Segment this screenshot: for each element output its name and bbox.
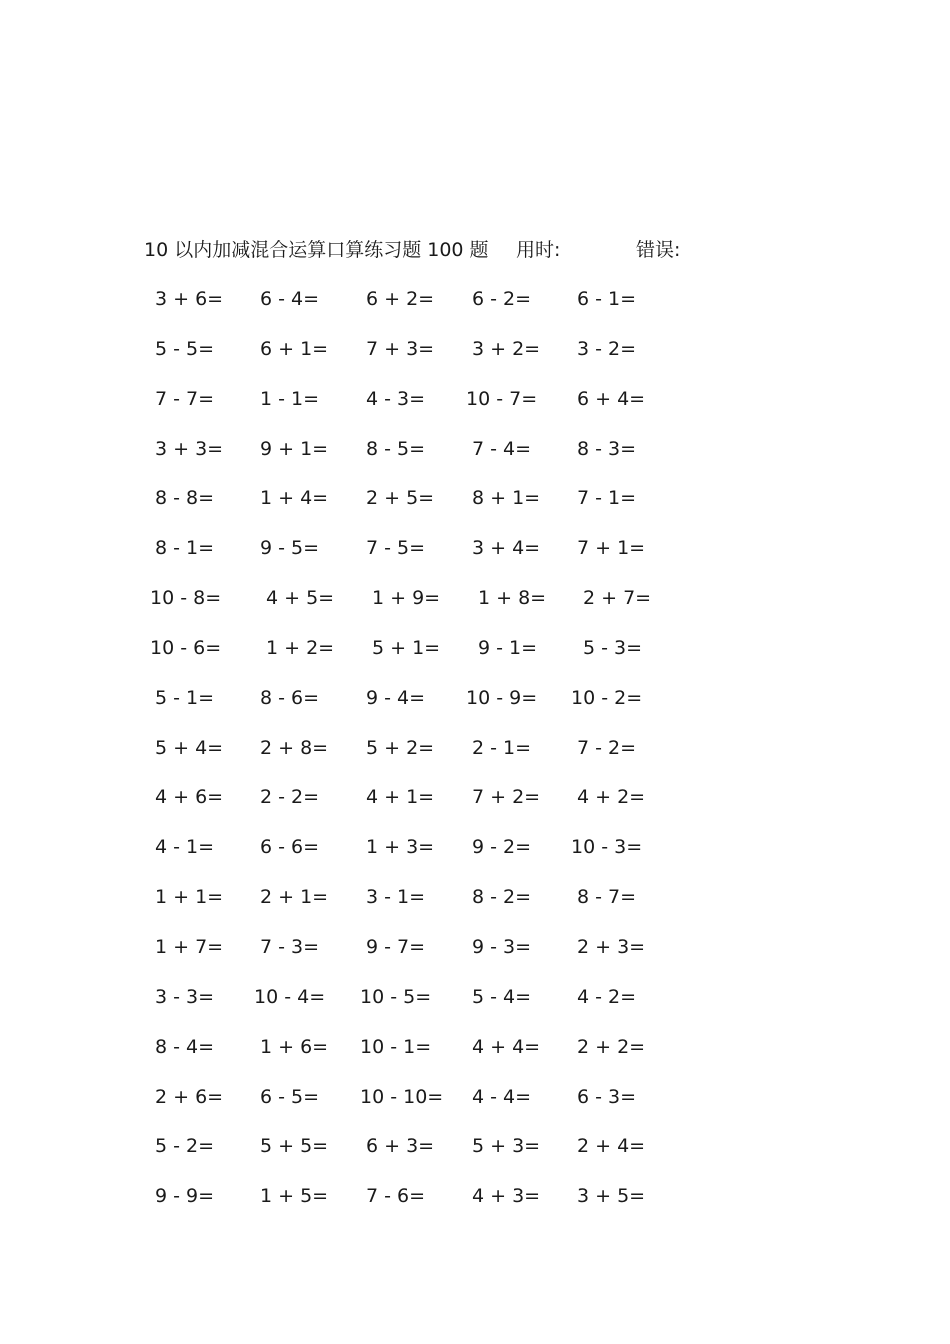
problem-cell: 1 + 3=	[366, 836, 435, 859]
problem-cell: 7 - 2=	[577, 736, 637, 759]
problem-cell: 8 - 2=	[472, 886, 532, 909]
problem-row	[0, 782, 950, 832]
problem-cell: 9 - 7=	[366, 935, 426, 958]
problem-cell: 5 - 3=	[583, 636, 643, 659]
problem-cell: 4 - 2=	[577, 985, 637, 1008]
problem-row	[0, 533, 950, 583]
problem-cell: 8 - 7=	[577, 886, 637, 909]
problem-cell: 1 + 5=	[260, 1185, 329, 1208]
problem-cell: 2 + 4=	[577, 1135, 646, 1158]
problem-cell: 3 - 2=	[577, 337, 637, 360]
problem-cell: 7 + 2=	[472, 786, 541, 809]
problem-cell: 6 - 1=	[577, 288, 637, 310]
problem-row	[0, 483, 950, 533]
problem-cell: 10 - 10=	[360, 1085, 444, 1108]
problem-row	[0, 683, 950, 733]
problem-cell: 1 + 6=	[260, 1035, 329, 1058]
problem-row	[0, 832, 950, 882]
problem-cell: 10 - 4=	[254, 985, 326, 1008]
problem-cell: 5 + 1=	[372, 636, 441, 659]
problem-row	[0, 1082, 950, 1132]
problem-cell: 1 - 1=	[260, 387, 320, 410]
problem-cell: 8 + 1=	[472, 487, 541, 510]
problem-cell: 7 + 1=	[577, 537, 646, 560]
problem-cell: 10 - 2=	[571, 686, 643, 709]
time-used-label: 用时:	[516, 239, 561, 261]
problem-row	[0, 434, 950, 484]
problem-cell: 9 - 1=	[478, 636, 538, 659]
problem-cell: 9 - 3=	[472, 935, 532, 958]
problem-cell: 5 + 2=	[366, 736, 435, 759]
problem-cell: 1 + 8=	[478, 587, 547, 610]
worksheet-title: 10 以内加减混合运算口算练习题 100 题	[144, 239, 489, 261]
problem-cell: 10 - 3=	[571, 836, 643, 859]
problem-cell: 5 + 3=	[472, 1135, 541, 1158]
problem-cell: 6 + 3=	[366, 1135, 435, 1158]
problem-cell: 2 + 3=	[577, 935, 646, 958]
problem-cell: 8 - 5=	[366, 437, 426, 460]
problem-cell: 3 + 5=	[577, 1185, 646, 1208]
problem-cell: 6 + 4=	[577, 387, 646, 410]
problem-cell: 10 - 1=	[360, 1035, 432, 1058]
problem-row	[0, 882, 950, 932]
problem-cell: 8 - 4=	[155, 1035, 215, 1058]
problem-row	[0, 932, 950, 982]
problem-cell: 3 + 4=	[472, 537, 541, 560]
problem-cell: 5 - 1=	[155, 686, 215, 709]
problem-cell: 6 - 2=	[472, 288, 532, 310]
problem-cell: 2 + 2=	[577, 1035, 646, 1058]
problem-cell: 7 - 7=	[155, 387, 215, 410]
problem-row	[0, 1131, 950, 1181]
problem-cell: 7 - 6=	[366, 1185, 426, 1208]
problem-row	[0, 583, 950, 633]
problem-cell: 5 - 4=	[472, 985, 532, 1008]
problem-cell: 9 - 5=	[260, 537, 320, 560]
problem-cell: 4 + 3=	[472, 1185, 541, 1208]
problem-cell: 6 + 2=	[366, 288, 435, 310]
problem-cell: 2 + 5=	[366, 487, 435, 510]
problem-cell: 4 + 4=	[472, 1035, 541, 1058]
problem-cell: 1 + 2=	[266, 636, 335, 659]
problem-cell: 1 + 9=	[372, 587, 441, 610]
problem-cell: 1 + 7=	[155, 935, 224, 958]
problem-row	[0, 982, 950, 1032]
problem-cell: 6 - 4=	[260, 288, 320, 310]
problem-cell: 9 - 4=	[366, 686, 426, 709]
problem-cell: 3 + 3=	[155, 437, 224, 460]
problem-cell: 10 - 7=	[466, 387, 538, 410]
problem-cell: 3 + 6=	[155, 288, 224, 310]
problem-cell: 9 - 9=	[155, 1185, 215, 1208]
problem-cell: 4 + 1=	[366, 786, 435, 809]
problem-cell: 6 + 1=	[260, 337, 329, 360]
problem-cell: 2 + 6=	[155, 1085, 224, 1108]
problem-cell: 4 - 4=	[472, 1085, 532, 1108]
problem-cell: 4 - 1=	[155, 836, 215, 859]
problem-cell: 7 + 3=	[366, 337, 435, 360]
problem-cell: 4 + 6=	[155, 786, 224, 809]
problem-cell: 5 - 2=	[155, 1135, 215, 1158]
problem-cell: 4 - 3=	[366, 387, 426, 410]
problem-cell: 7 - 3=	[260, 935, 320, 958]
problem-cell: 6 - 5=	[260, 1085, 320, 1108]
problem-cell: 8 - 8=	[155, 487, 215, 510]
problem-row	[0, 733, 950, 783]
problem-cell: 10 - 9=	[466, 686, 538, 709]
problem-cell: 5 + 4=	[155, 736, 224, 759]
problem-cell: 1 + 4=	[260, 487, 329, 510]
problem-cell: 8 - 1=	[155, 537, 215, 560]
problem-cell: 2 + 1=	[260, 886, 329, 909]
problem-cell: 2 - 2=	[260, 786, 320, 809]
problem-row	[0, 284, 950, 334]
problem-row	[0, 1032, 950, 1082]
problem-cell: 6 - 6=	[260, 836, 320, 859]
errors-label: 错误:	[636, 239, 681, 261]
problem-cell: 7 - 1=	[577, 487, 637, 510]
problem-cell: 4 + 2=	[577, 786, 646, 809]
problem-row	[0, 633, 950, 683]
problem-cell: 2 + 8=	[260, 736, 329, 759]
problem-cell: 7 - 5=	[366, 537, 426, 560]
problem-row	[0, 384, 950, 434]
problem-cell: 1 + 1=	[155, 886, 224, 909]
problem-cell: 6 - 3=	[577, 1085, 637, 1108]
problem-cell: 10 - 5=	[360, 985, 432, 1008]
problem-cell: 8 - 6=	[260, 686, 320, 709]
problem-row	[0, 334, 950, 384]
problem-cell: 10 - 8=	[150, 587, 222, 610]
problem-cell: 7 - 4=	[472, 437, 532, 460]
problem-cell: 5 + 5=	[260, 1135, 329, 1158]
problem-grid	[0, 284, 950, 1231]
problem-cell: 8 - 3=	[577, 437, 637, 460]
problem-cell: 3 + 2=	[472, 337, 541, 360]
problem-cell: 9 + 1=	[260, 437, 329, 460]
problem-cell: 10 - 6=	[150, 636, 222, 659]
problem-cell: 2 - 1=	[472, 736, 532, 759]
problem-cell: 5 - 5=	[155, 337, 215, 360]
problem-cell: 3 - 1=	[366, 886, 426, 909]
problem-row	[0, 1181, 950, 1231]
problem-cell: 9 - 2=	[472, 836, 532, 859]
problem-cell: 2 + 7=	[583, 587, 652, 610]
problem-cell: 3 - 3=	[155, 985, 215, 1008]
problem-cell: 4 + 5=	[266, 587, 335, 610]
